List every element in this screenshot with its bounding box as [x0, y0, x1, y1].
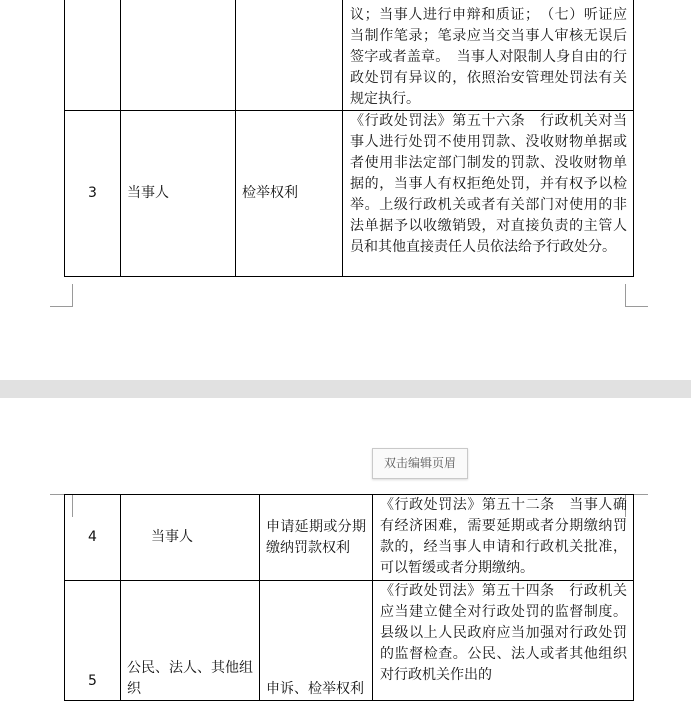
row-basis: 《行政处罚法》第五十四条 行政机关应当建立健全对行政处罚的监督制度。县级以上人民政府应当加强对行政处罚的监督检查。公民、法人或者其他组织对行政机关作出的 — [373, 581, 634, 701]
row-number: 3 — [65, 111, 121, 277]
table-cell-subject — [121, 0, 236, 111]
rights-table-part-1 — [64, 0, 634, 277]
document-page-2 — [0, 398, 691, 697]
row-right: 申诉、检举权利 — [260, 581, 373, 701]
table-row — [65, 581, 634, 701]
row-number: 5 — [65, 581, 121, 701]
table-cell-right — [236, 0, 343, 111]
page-gap — [0, 380, 691, 398]
row-right: 申请延期或分期缴纳罚款权利 — [260, 495, 373, 581]
row-right: 检举权利 — [236, 111, 343, 277]
row-subject: 当事人 — [121, 495, 260, 581]
row-basis: 《行政处罚法》第五十二条 当事人确有经济困难，需要延期或者分期缴纳罚款的，经当事人申请和行政机关批准，可以暂缓或者分期缴纳。 — [373, 495, 634, 581]
row-basis: 《行政处罚法》第五十六条 行政机关对当事人进行处罚不使用罚款、没收财物单据或者使用非法定部门制发的罚款、没收财物单据的，当事人有权拒绝处罚，并有权予以检举。上级行政机关或者有关部门对使用的非法单据予以收缴销毁，对直接负责的主管人员和其他直接责任人员依法给予行政处分。 — [343, 111, 634, 277]
margin-corner-mark — [50, 284, 73, 307]
margin-corner-mark — [625, 284, 648, 307]
rights-table-part-2 — [64, 494, 634, 701]
row-subject: 公民、法人、其他组织 — [121, 581, 260, 701]
row-number: 4 — [65, 495, 121, 581]
table-row — [65, 111, 634, 277]
table-cell-basis: 议；当事人进行申辩和质证； （七）听证应当制作笔录；笔录应当交当事人审核无误后签字或者盖章。 当事人对限制人身自由的行政处罚有异议的，依照治安管理处罚法有关规定执行。 — [343, 0, 634, 111]
row-subject: 当事人 — [121, 111, 236, 277]
table-row — [65, 495, 634, 581]
edit-header-button[interactable]: 双击编辑页眉 — [372, 448, 468, 479]
table-row — [65, 0, 634, 111]
table-cell-num — [65, 0, 121, 111]
